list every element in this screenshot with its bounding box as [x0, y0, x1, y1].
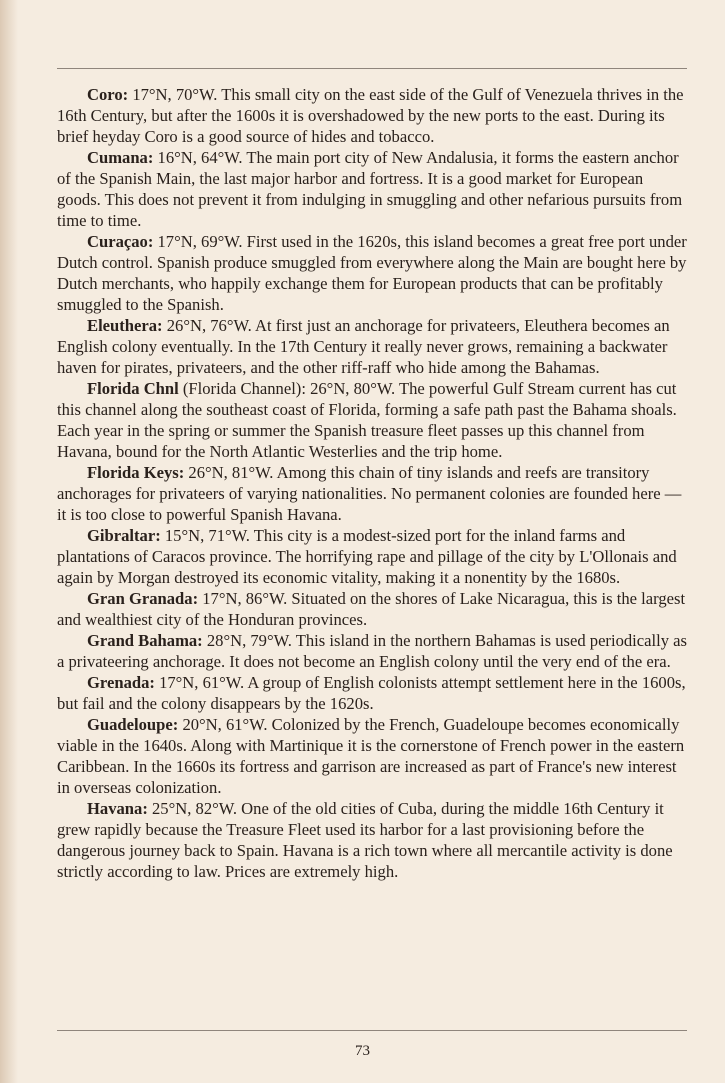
entry-name: Curaçao:: [87, 232, 154, 251]
entry-grenada: [57, 672, 687, 714]
entry-florida-channel: [57, 378, 687, 462]
entry-text: 26°N, 81°W. Among this chain of tiny islands and reefs are transitory anchorages for privateers of varying nationalities. No permanent colonies are founded here — it is too close to powerful Spanish Havana.: [57, 463, 682, 524]
entry-name: Gran Granada:: [87, 589, 199, 608]
entry-text: 25°N, 82°W. One of the old cities of Cuba, during the middle 16th Century it grew rapidly because the Treasure Fleet used its harbor for a last provisioning before the dangerous journey back to Spain. Havana is a rich town where all mercantile activity is done strictly according to law. Prices are extremely high.: [57, 799, 673, 881]
bottom-rule: [57, 1030, 687, 1031]
entry-gran-granada: [57, 588, 687, 630]
entry-name: Gibraltar:: [87, 526, 161, 545]
entry-name: Cumana:: [87, 148, 154, 167]
entry-name: Guadeloupe:: [87, 715, 179, 734]
entry-text: 15°N, 71°W. This city is a modest-sized port for the inland farms and plantations of Caracos province. The horrifying rape and pillage of the city by L'Ollonais and again by Morgan destroyed its economic vitality, making it a nonentity by the 1680s.: [57, 526, 677, 587]
entry-text: 20°N, 61°W. Colonized by the French, Guadeloupe becomes economically viable in the 1640s. Along with Martinique it is the cornerstone of French power in the eastern Caribbean. In the 1660s its fortress and garrison are increased as part of France's new interest in overseas colonization.: [57, 715, 685, 797]
entry-name: Havana:: [87, 799, 148, 818]
entry-text: 17°N, 86°W. Situated on the shores of Lake Nicaragua, this is the largest and wealthiest city of the Honduran provinces.: [57, 589, 686, 629]
entry-text: 17°N, 69°W. First used in the 1620s, this island becomes a great free port under Dutch control. Spanish produce smuggled from everywhere along the Main are bought here by Dutch merchants, who happily exchange them for European products that can be profitably smuggled to the Spanish.: [57, 232, 687, 314]
entry-name: Florida Keys:: [87, 463, 185, 482]
entry-coro: [57, 84, 687, 147]
entry-eleuthera: [57, 315, 687, 378]
entry-text: 17°N, 70°W. This small city on the east side of the Gulf of Venezuela thrives in the 16th Century, but after the 1600s it is overshadowed by the new ports to the east. During its brief heyday Coro is a good source of hides and tobacco.: [57, 85, 684, 146]
entry-cumana: [57, 147, 687, 231]
entry-text: 17°N, 61°W. A group of English colonists attempt settlement here in the 1600s, but fail and the colony disappears by the 1620s.: [57, 673, 686, 713]
top-rule: [57, 68, 687, 69]
entry-name: Grenada:: [87, 673, 155, 692]
entry-name: Florida Chnl: [87, 379, 179, 398]
entry-name: Eleuthera:: [87, 316, 163, 335]
entry-text: 28°N, 79°W. This island in the northern Bahamas is used periodically as a privateering anchorage. It does not become an English colony until the very end of the era.: [57, 631, 687, 671]
gazetteer-text: [57, 84, 687, 882]
entry-name: Coro:: [87, 85, 129, 104]
entry-curacao: [57, 231, 687, 315]
entry-text: 26°N, 76°W. At first just an anchorage for privateers, Eleuthera becomes an English colony eventually. In the 17th Century it really never grows, remaining a backwater haven for pirates, privateers, and the other riff-raff who hide among the Bahamas.: [57, 316, 670, 377]
entry-text: (Florida Channel): 26°N, 80°W. The powerful Gulf Stream current has cut this channel along the southeast coast of Florida, forming a safe path past the Bahama shoals. Each year in the spring or summer the Spanish treasure fleet passes up this channel from Havana, bound for the North Atlantic Westerlies and the trip home.: [57, 379, 677, 461]
entry-text: 16°N, 64°W. The main port city of New Andalusia, it forms the eastern anchor of the Spanish Main, the last major harbor and fortress. It is a good market for European goods. This does not prevent it from indulging in smuggling and other nefarious pursuits from time to time.: [57, 148, 683, 230]
entry-florida-keys: [57, 462, 687, 525]
page-edge-shadow: [0, 0, 18, 1083]
entry-havana: [57, 798, 687, 882]
entry-name: Grand Bahama:: [87, 631, 203, 650]
entry-gibraltar: [57, 525, 687, 588]
entry-grand-bahama: [57, 630, 687, 672]
page-number: 73: [355, 1043, 370, 1059]
entry-guadeloupe: [57, 714, 687, 798]
